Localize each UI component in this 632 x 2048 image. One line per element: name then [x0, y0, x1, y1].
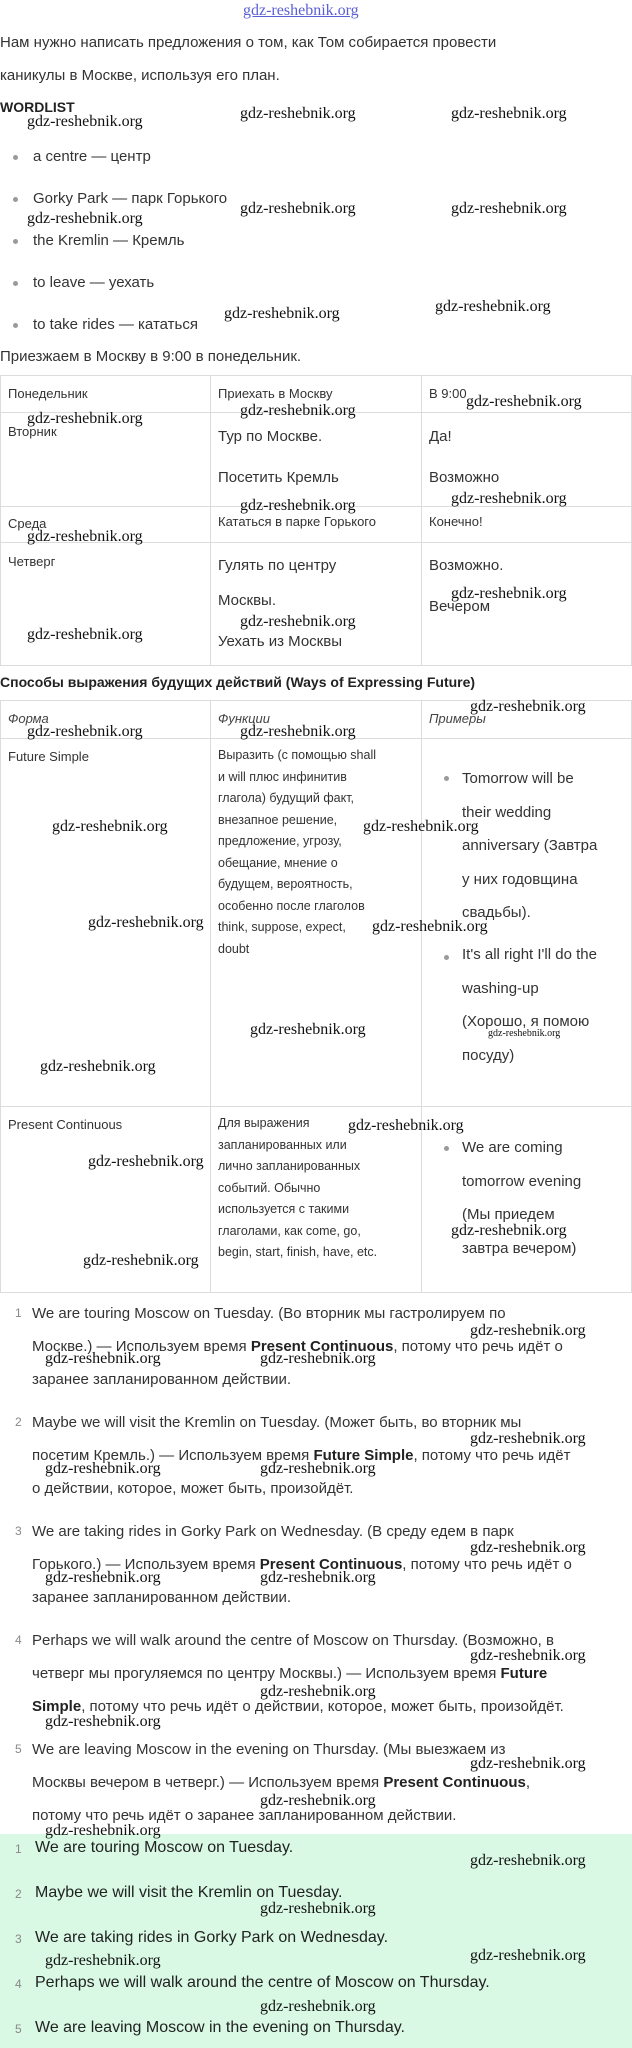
watermark: gdz-reshebnik.org: [363, 818, 479, 835]
watermark: gdz-reshebnik.org: [451, 105, 567, 122]
table-cell: Возможно.: [429, 557, 504, 574]
watermark: gdz-reshebnik.org: [224, 305, 340, 322]
bullet-icon: [444, 1146, 449, 1151]
watermark: gdz-reshebnik.org: [470, 1852, 586, 1869]
table-cell: Кататься в парке Горького: [218, 514, 376, 529]
ways-title: Способы выражения будущих действий (Ways of Expressing Future): [0, 674, 476, 690]
watermark: gdz-reshebnik.org: [240, 105, 356, 122]
functions-cell: Для выражения запланированных или лично запланированных событий. Обычно используется с такими глаголами, как come, go, begin, start, finish, have, etc.: [218, 1116, 378, 1259]
watermark: gdz-reshebnik.org: [470, 698, 586, 715]
table-cell: Future Simple: [8, 749, 89, 764]
watermark: gdz-reshebnik.org: [240, 200, 356, 217]
item-number: 3: [15, 1524, 22, 1538]
answer-line: Maybe we will visit the Kremlin on Tuesday.: [35, 1884, 343, 1901]
bullet-icon: [13, 239, 18, 244]
watermark: gdz-reshebnik.org: [45, 1713, 161, 1730]
bullet-icon: [13, 323, 18, 328]
watermark: gdz-reshebnik.org: [260, 1792, 376, 1809]
table-cell: Четверг: [8, 554, 56, 569]
watermark: gdz-reshebnik.org: [488, 1028, 561, 1039]
table-cell: Гулять по центру: [218, 557, 337, 574]
list-item: We are taking rides in Gorky Park on Wednesday. (В среду едем в парк Горького.) — Используем время Present Continuous, потому что речь идёт о заранее запланированном действии.: [32, 1523, 572, 1606]
item-number: 4: [15, 1633, 22, 1647]
site-header-link[interactable]: gdz-reshebnik.org: [243, 2, 359, 19]
watermark: gdz-reshebnik.org: [45, 1952, 161, 1969]
item-number: 1: [15, 1842, 22, 1856]
table-cell: Возможно: [429, 469, 500, 486]
watermark: gdz-reshebnik.org: [348, 1117, 464, 1134]
watermark: gdz-reshebnik.org: [240, 723, 356, 740]
watermark: gdz-reshebnik.org: [27, 113, 143, 130]
watermark: gdz-reshebnik.org: [45, 1569, 161, 1586]
intro-line-2: каникулы в Москве, используя его план.: [0, 67, 280, 84]
item-number: 5: [15, 2022, 22, 2036]
bullet-icon: [13, 281, 18, 286]
list-item: We are leaving Moscow in the evening on Thursday. (Мы выезжаем из Москвы вечером в четверг.) — Используем время Present Continuous, потому что речь идёт о заранее запланированном действии.: [32, 1741, 531, 1824]
watermark: gdz-reshebnik.org: [260, 1350, 376, 1367]
watermark: gdz-reshebnik.org: [372, 918, 488, 935]
table-cell: Да!: [429, 428, 452, 445]
table-header: Примеры: [429, 711, 486, 726]
watermark: gdz-reshebnik.org: [45, 1460, 161, 1477]
watermark: gdz-reshebnik.org: [27, 528, 143, 545]
table-cell: Вечером: [429, 598, 491, 615]
table-cell: Тур по Москве.: [218, 428, 323, 445]
answer-line: We are taking rides in Gorky Park on Wednesday.: [35, 1929, 389, 1946]
example-item: We are coming tomorrow evening (Мы приедем завтра вечером): [462, 1139, 582, 1257]
table-cell: Present Continuous: [8, 1117, 123, 1132]
intro-line-1: Нам нужно написать предложения о том, как Том собирается провести: [0, 34, 497, 51]
table-cell: Москвы.: [218, 592, 276, 609]
watermark: gdz-reshebnik.org: [240, 497, 356, 514]
watermark: gdz-reshebnik.org: [451, 490, 567, 507]
list-item: Perhaps we will walk around the centre of Moscow on Thursday. (Возможно, в четверг мы прогуляемся по центру Москвы.) — Используем время Future Simple, потому что речь идёт о действии, которое, может быть, произойдёт.: [32, 1632, 564, 1715]
watermark: gdz-reshebnik.org: [88, 914, 204, 931]
watermark: gdz-reshebnik.org: [470, 1430, 586, 1447]
table-header: Форма: [8, 711, 49, 726]
bullet-icon: [13, 197, 18, 202]
example-item: It's all right I'll do the washing-up (Хорошо, я помою посуду): [462, 946, 597, 1064]
watermark: gdz-reshebnik.org: [470, 1755, 586, 1772]
watermark: gdz-reshebnik.org: [27, 723, 143, 740]
watermark: gdz-reshebnik.org: [52, 818, 168, 835]
watermark: gdz-reshebnik.org: [466, 393, 582, 410]
list-item: Maybe we will visit the Kremlin on Tuesday. (Может быть, во вторник мы посетим Кремль.) — Используем время Future Simple, потому что речь идёт о действии, которое, может быть, произойдёт.: [32, 1414, 571, 1497]
table-cell: Посетить Кремль: [218, 469, 339, 486]
watermark: gdz-reshebnik.org: [451, 585, 567, 602]
item-number: 2: [15, 1415, 22, 1429]
watermark: gdz-reshebnik.org: [451, 200, 567, 217]
arrival-text: Приезжаем в Москву в 9:00 в понедельник.: [0, 348, 302, 365]
item-number: 4: [15, 1977, 22, 1991]
table-cell: В 9:00: [429, 386, 467, 401]
list-item: We are touring Moscow on Tuesday. (Во вторник мы гастролируем по Москве.) — Используем время Present Continuous, потому что речь идёт о заранее запланированном действии.: [32, 1305, 563, 1388]
watermark: gdz-reshebnik.org: [83, 1252, 199, 1269]
item-number: 2: [15, 1887, 22, 1901]
functions-cell: Выразить (с помощью shall и will плюс инфинитив глагола) будущий факт, внезапное решение, предложение, угрозу, обещание, мнение о будущем, вероятность, особенно после глаголов think, suppose, expect, doubt: [218, 748, 377, 956]
item-number: 5: [15, 1742, 22, 1756]
watermark: gdz-reshebnik.org: [260, 1460, 376, 1477]
watermark: gdz-reshebnik.org: [250, 1021, 366, 1038]
item-number: 1: [15, 1306, 22, 1320]
watermark: gdz-reshebnik.org: [88, 1153, 204, 1170]
table-cell: Уехать из Москвы: [218, 633, 342, 650]
watermark: gdz-reshebnik.org: [470, 1539, 586, 1556]
watermark: gdz-reshebnik.org: [470, 1322, 586, 1339]
table-cell: Вторник: [8, 424, 57, 439]
watermark: gdz-reshebnik.org: [260, 1569, 376, 1586]
bullet-icon: [444, 776, 449, 781]
table-header: Функции: [218, 711, 271, 726]
answer-line: Perhaps we will walk around the centre of Moscow on Thursday.: [35, 1974, 490, 1991]
table-cell: Понедельник: [8, 386, 88, 401]
watermark: gdz-reshebnik.org: [240, 402, 356, 419]
watermark: gdz-reshebnik.org: [470, 1947, 586, 1964]
bullet-icon: [444, 955, 449, 960]
watermark: gdz-reshebnik.org: [260, 1900, 376, 1917]
wordlist-title: WORDLIST: [0, 99, 75, 115]
watermark: gdz-reshebnik.org: [240, 613, 356, 630]
bullet-icon: [13, 155, 18, 160]
watermark: gdz-reshebnik.org: [27, 626, 143, 643]
watermark: gdz-reshebnik.org: [27, 210, 143, 227]
watermark: gdz-reshebnik.org: [451, 1222, 567, 1239]
watermark: gdz-reshebnik.org: [435, 298, 551, 315]
item-number: 3: [15, 1932, 22, 1946]
watermark: gdz-reshebnik.org: [45, 1350, 161, 1367]
table-cell: Конечно!: [429, 514, 483, 529]
answer-line: We are touring Moscow on Tuesday.: [35, 1839, 294, 1856]
watermark: gdz-reshebnik.org: [260, 1683, 376, 1700]
example-item: Tomorrow will be their wedding anniversary (Завтра у них годовщина свадьбы).: [462, 770, 598, 921]
answer-line: We are leaving Moscow in the evening on Thursday.: [35, 2019, 405, 2036]
watermark: gdz-reshebnik.org: [470, 1647, 586, 1664]
watermark: gdz-reshebnik.org: [40, 1058, 156, 1075]
watermark: gdz-reshebnik.org: [260, 1998, 376, 2015]
watermark: gdz-reshebnik.org: [45, 1822, 161, 1839]
watermark: gdz-reshebnik.org: [27, 410, 143, 427]
table-cell: Приехать в Москву: [218, 386, 333, 401]
table-cell: Среда: [8, 516, 47, 531]
